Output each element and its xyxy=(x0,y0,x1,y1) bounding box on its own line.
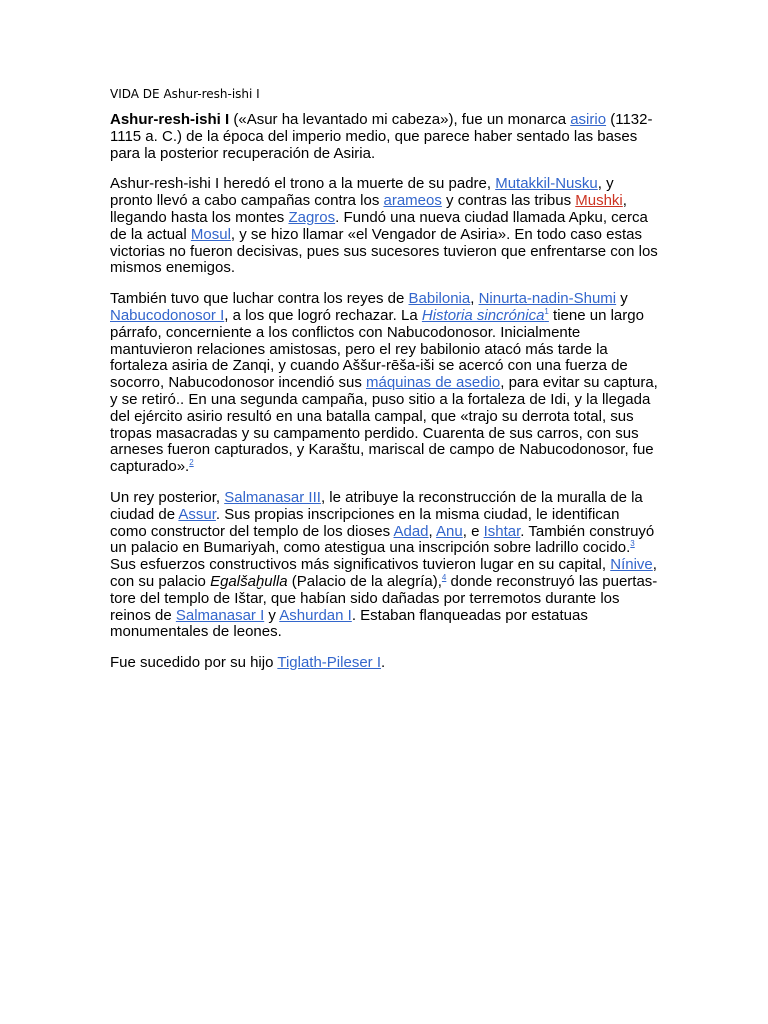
footnote-link-3[interactable]: 3 xyxy=(630,539,635,549)
text: tiene un largo párrafo, concerniente a los conflictos con Nabucodonosor. Inicialmente mantuvieron relaciones amistosas, pero el rey babilonio atacó más tarde la fortaleza asiria de Zanqi, y cuando Aššur-rēša-iši se acercó con una fuerza de socorro, Nabucodonosor incendió sus xyxy=(110,306,644,392)
link-adad[interactable]: Adad xyxy=(393,522,429,540)
link-maquinas-de-asedio[interactable]: máquinas de asedio xyxy=(365,374,501,392)
article-subject-name: Ashur-resh-ishi I xyxy=(110,111,230,128)
document-page xyxy=(110,86,658,686)
text: y xyxy=(264,606,280,624)
link-arameos[interactable]: arameos xyxy=(383,192,442,210)
footnote-ref-1[interactable]: 1 xyxy=(544,306,549,316)
footnote-ref-3[interactable] xyxy=(630,539,634,548)
footnote-ref-2[interactable] xyxy=(189,458,193,467)
text: . xyxy=(381,654,386,672)
link-ishtar[interactable]: Ishtar xyxy=(483,522,521,540)
link-asirio[interactable]: asirio xyxy=(570,111,607,128)
paragraph-construcciones xyxy=(110,490,658,641)
link-babilonia[interactable]: Babilonia xyxy=(408,290,471,308)
link-ninurta-nadin-shumi[interactable]: Ninurta-nadin-Shumi xyxy=(478,290,617,308)
link-salmanasar-iii[interactable]: Salmanasar III xyxy=(224,488,321,506)
text: y xyxy=(616,290,628,308)
text: , y pronto llevó a cabo campañas contra los xyxy=(110,175,614,210)
text: . Sus propias inscripciones en la misma ciudad, le identifican como constructor del templo de los dioses xyxy=(110,505,620,540)
text: , le atribuye la reconstrucción de la muralla de la ciudad de xyxy=(110,488,643,523)
paragraph-sucesion xyxy=(110,655,658,672)
link-historia-sincronica-label: Historia sincrónica xyxy=(421,306,545,324)
text: , con su palacio xyxy=(110,556,657,590)
text: . Estaban flanqueadas por estatuas monumentales de leones. xyxy=(110,606,588,641)
text: , para evitar su captura, y se retiró.. En una segunda campaña, puso sitio a la fortaleza de Idi, y la llegada del ejército asirio resultó en una batalla campal, que «trajo su derrota total, sus tropas masacradas y su campamento perdido. Cuarenta de sus carros, con sus arneses fueron capturados, y Karaštu, mariscal de campo de Nabucodonosor, fue capturado». xyxy=(110,374,658,476)
paragraph-babilonia xyxy=(110,291,658,476)
palace-name: Egalšaḫulla xyxy=(210,572,288,590)
link-anu[interactable]: Anu xyxy=(436,522,463,540)
link-zagros[interactable]: Zagros xyxy=(288,208,336,226)
link-salmanasar-i[interactable]: Salmanasar I xyxy=(175,606,265,624)
document-title: VIDA DE Ashur-resh-ishi I xyxy=(110,87,260,101)
link-mosul[interactable]: Mosul xyxy=(190,225,231,243)
text: Un rey posterior, xyxy=(110,488,225,506)
text: y contras las tribus xyxy=(441,192,576,210)
link-historia-sincronica[interactable] xyxy=(422,307,549,324)
text: («Asur ha levantado mi cabeza»), fue un monarca xyxy=(229,111,571,128)
footnote-link-2[interactable]: 2 xyxy=(189,458,194,468)
link-ashurdan-i[interactable]: Ashurdan I xyxy=(279,606,352,624)
link-tiglath-pileser-i[interactable]: Tiglath-Pileser I xyxy=(277,654,381,672)
link-mutakkil-nusku[interactable]: Mutakkil-Nusku xyxy=(495,175,598,193)
link-assur[interactable]: Assur xyxy=(178,505,216,523)
text: . Fundó una nueva ciudad llamada Apku, cerca de la actual xyxy=(110,208,648,243)
text: , y se hizo llamar «el Vengador de Asiria». En todo caso estas victorias no fueron decisivas, pues sus sucesores tuvieron que enfrentarse con los mismos enemigos. xyxy=(110,225,658,277)
link-nabucodonosor-i[interactable]: Nabucodonosor I xyxy=(110,306,225,324)
paragraph-intro xyxy=(110,112,658,162)
link-ninive[interactable]: Nínive xyxy=(610,556,653,574)
text: Sus esfuerzos constructivos más significativos tuvieron lugar en su capital, xyxy=(110,556,611,574)
text: donde reconstruyó las puertas-tore del templo de Ištar, que habían sido dañadas por terremotos durante los reinos de xyxy=(110,572,658,624)
footnote-link-4[interactable]: 4 xyxy=(441,572,447,582)
text: (Palacio de la alegría), xyxy=(287,572,442,590)
text: , xyxy=(470,290,479,308)
text: Fue sucedido por su hijo xyxy=(110,654,278,672)
text: . También construyó un palacio en Bumariyah, como atestigua una inscripción sobre ladrillo cocido. xyxy=(110,522,655,557)
paragraph-campaigns xyxy=(110,176,658,277)
text: Ashur-resh-ishi I heredó el trono a la muerte de su padre, xyxy=(110,175,496,193)
link-mushki[interactable]: Mushki xyxy=(575,192,623,210)
text: , xyxy=(428,522,437,540)
text: , llegando hasta los montes xyxy=(110,192,627,226)
text: (1132-1115 a. C.) de la época del imperio medio, que parece haber sentado las bases para la posterior recuperación de Asiria. xyxy=(110,111,653,162)
text: , a los que logró rechazar. La xyxy=(224,306,422,324)
text: , e xyxy=(462,522,484,540)
text: También tuvo que luchar contra los reyes de xyxy=(110,290,409,308)
